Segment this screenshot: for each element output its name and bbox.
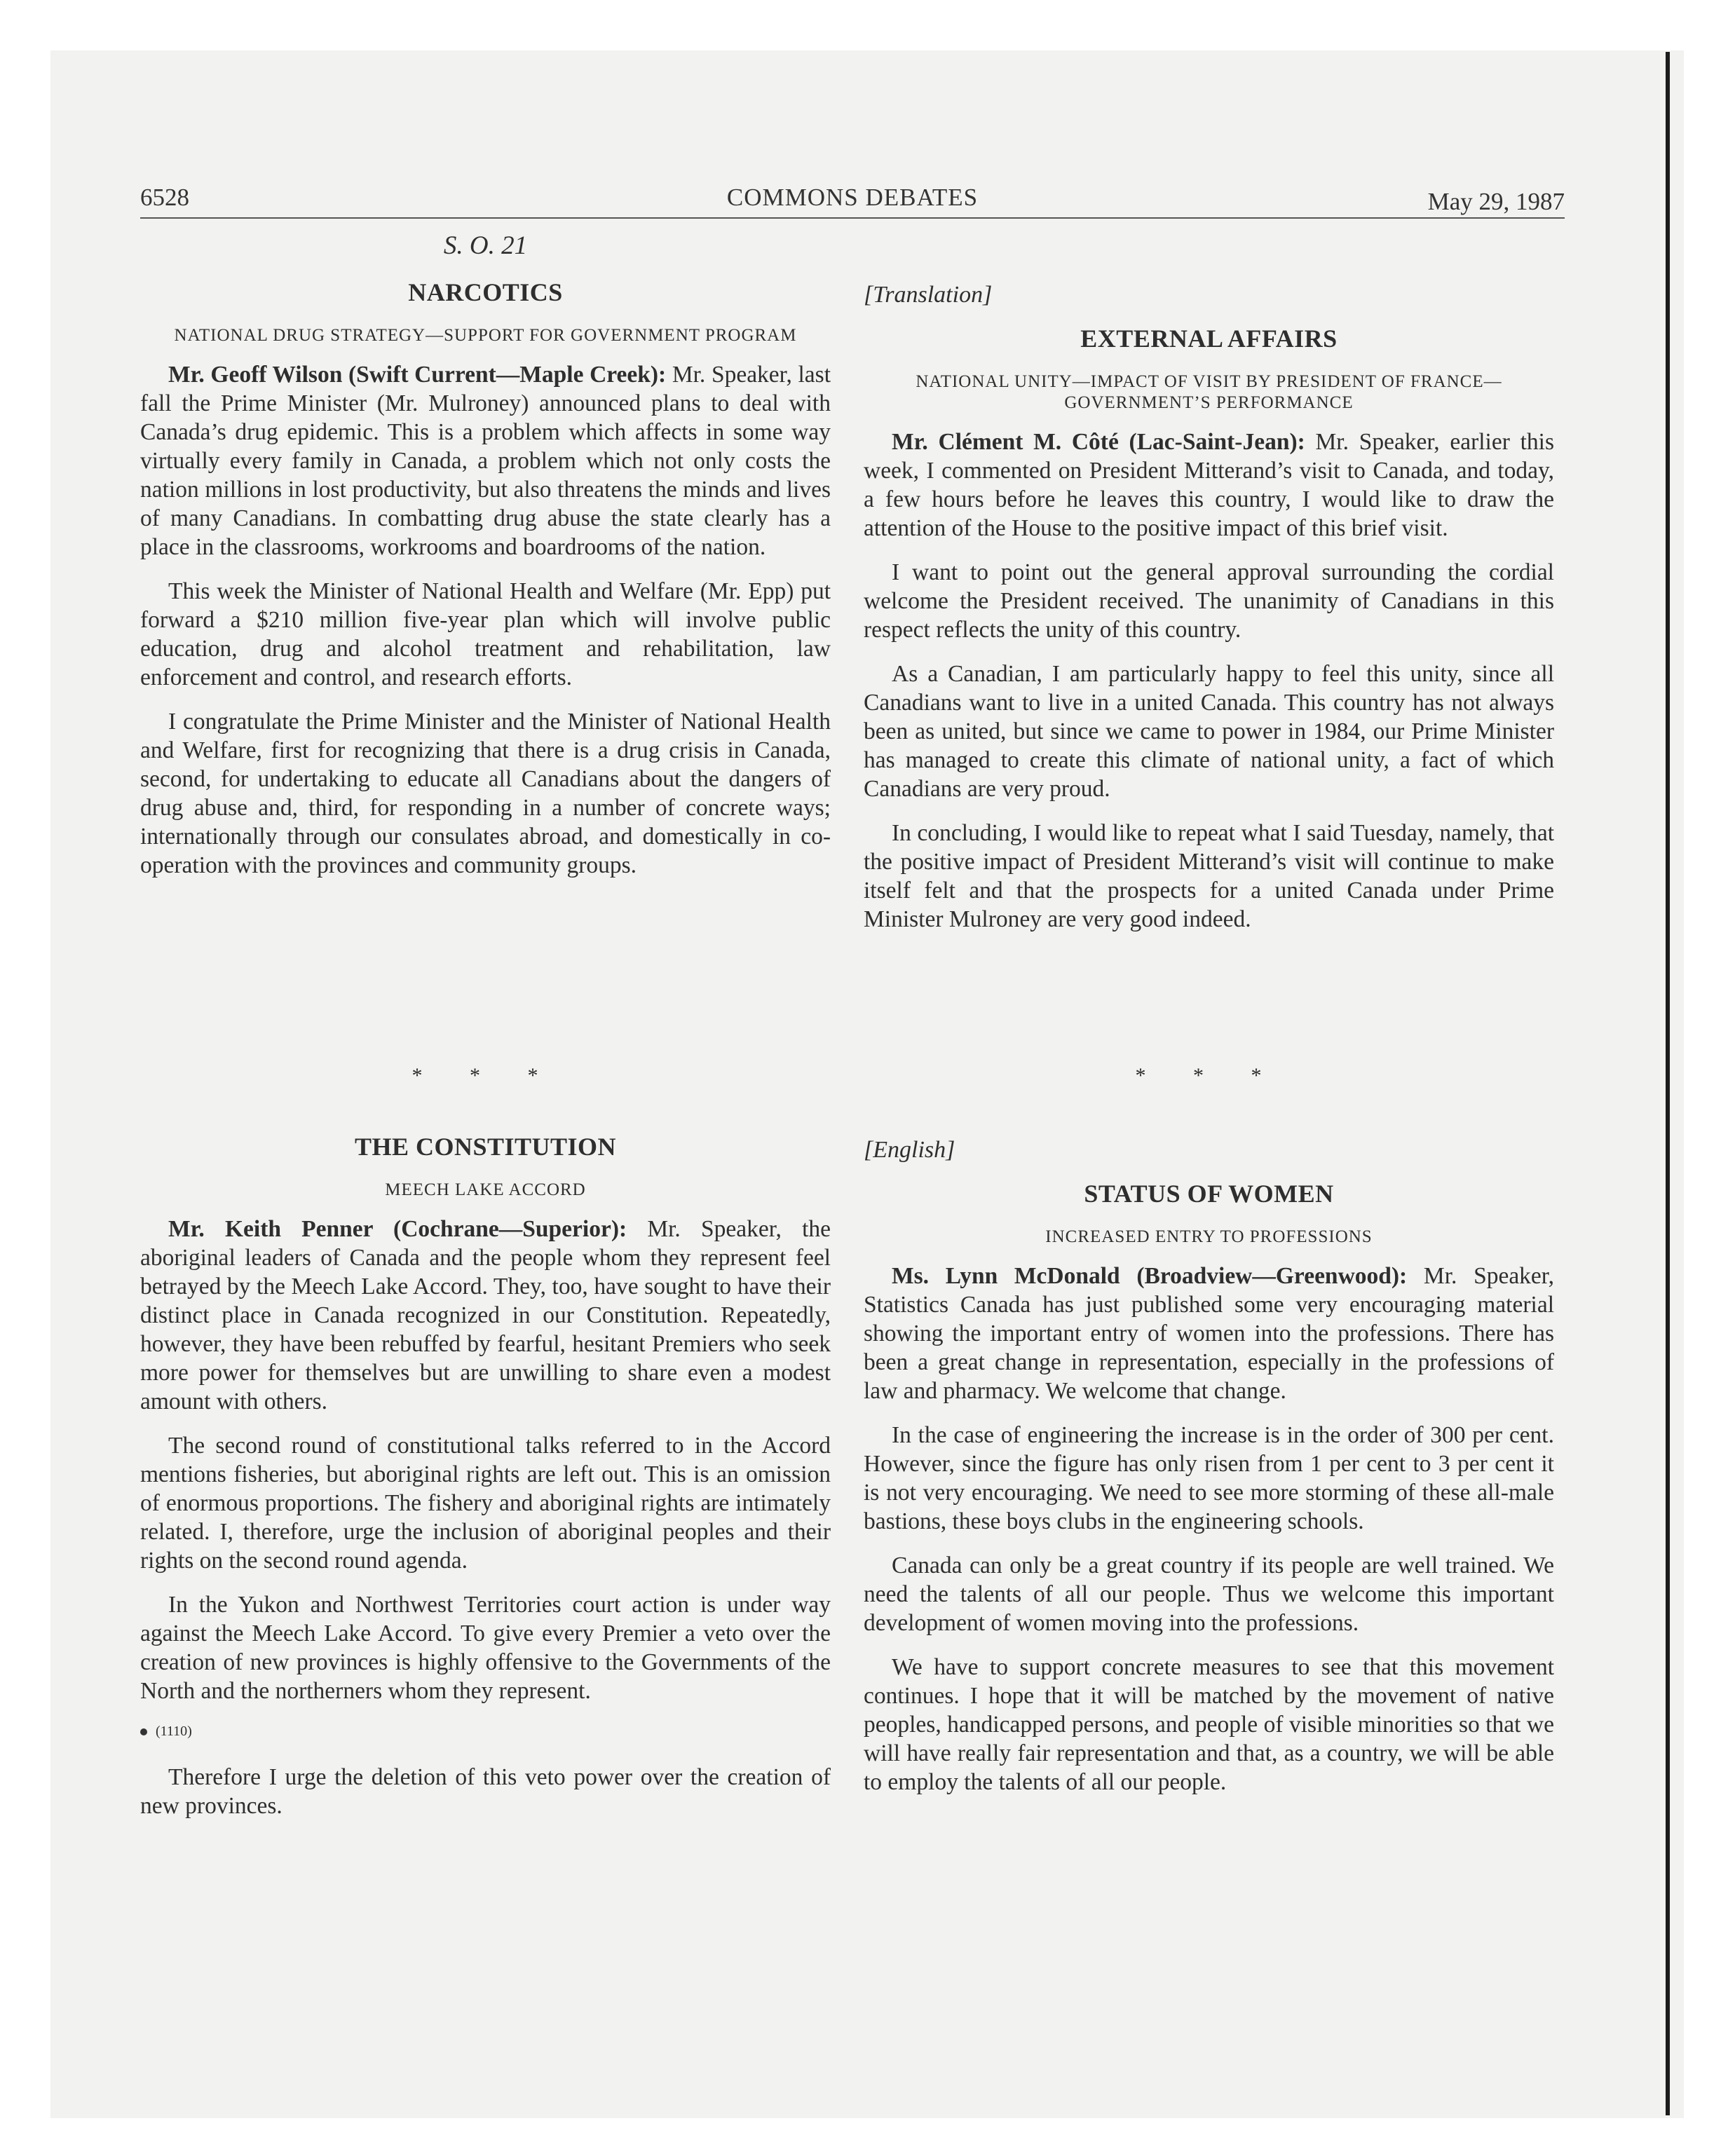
- section-separator: * * *: [411, 1064, 559, 1087]
- section-title-external-affairs: EXTERNAL AFFAIRS: [1080, 325, 1338, 353]
- time-marker-text: (1110): [156, 1724, 192, 1739]
- time-marker: [140, 1721, 831, 1742]
- speaker-name: Mr. Clément M. Côté (Lac-Saint-Jean):: [892, 429, 1305, 455]
- standing-order-label: S. O. 21: [443, 231, 528, 260]
- speech-text: Speaker, last fall the Prime Minister (Mr. Mulroney) announced plans to deal with Canada’s drug epidemic. This is a problem which affects in some way virtually every family in Canada, a problem which not only costs the nation millions in lost productivity, but also threatens the minds and lives of many Canadians. In combatting drug abuse the state clearly has a place in the classrooms, workrooms and boardrooms of the nation.: [140, 362, 831, 560]
- speech-paragraph: [864, 428, 1554, 543]
- section-subtitle-external-affairs: NATIONAL UNITY—IMPACT OF VISIT BY PRESIDENT OF FRANCE—GOVERNMENT’S PERFORMANCE: [916, 372, 1502, 412]
- language-note: [English]: [864, 1137, 955, 1163]
- speech-paragraph: I congratulate the Prime Minister and the Minister of National Health and Welfare, first for recognizing that there is a drug crisis in Canada, second, for undertaking to educate all Canadians about the dangers of drug abuse and, third, for responding in a number of concrete ways; internationally through our consulates abroad, and domestically in co-operation with the provinces and community groups.: [140, 709, 831, 878]
- speaker-name: Mr. Geoff Wilson (Swift Current—Maple Creek):: [168, 362, 667, 388]
- speech-paragraph: Canada can only be a great country if its people are well trained. We need the talents of all our people. Thus we welcome this important development of women moving into the professions.: [864, 1553, 1554, 1636]
- speech-paragraph: Therefore I urge the deletion of this veto power over the creation of new provinces.: [140, 1764, 831, 1819]
- page-edge-rule: [1666, 52, 1670, 2115]
- right-column-top: [864, 280, 1554, 934]
- right-column-bottom: [864, 1135, 1554, 1796]
- page-header: [140, 184, 1565, 219]
- speech-text: Mr. Speaker, Statistics Canada has just published some very encouraging material showing the important entry of women into the professions. There has been a great change in representation, especially in the professions of law and pharmacy. We welcome that change.: [864, 1263, 1554, 1404]
- speech-paragraph: In concluding, I would like to repeat what I said Tuesday, namely, that the positive impact of President Mitterand’s visit will continue to make itself felt and that the prospects for a united Canada under Prime Minister Mulroney are very good indeed.: [864, 820, 1554, 932]
- header-rule: [140, 217, 1565, 219]
- speech-paragraph: As a Canadian, I am particularly happy to feel this unity, since all Canadians want to live in a united Canada. This country has not always been as united, but since we came to power in 1984, our Prime Minister has managed to create this climate of national unity, a fact of which Canadians are very proud.: [864, 661, 1554, 802]
- speech-paragraph: This week the Minister of National Health and Welfare (Mr. Epp) put forward a $210 million five-year plan which will involve public education, drug and alcohol treatment and rehabilitation, law enforcement and control, and research efforts.: [140, 578, 831, 690]
- speech-paragraph: In the Yukon and Northwest Territories court action is under way against the Meech Lake Accord. To give every Premier a veto over the creation of new provinces is highly offensive to the Governments of the North and the northerners whom they represent.: [140, 1592, 831, 1704]
- left-column-top: [140, 231, 831, 880]
- speaker-name: Mr. Keith Penner (Cochrane—Superior):: [168, 1216, 627, 1242]
- publication-title: COMMONS DEBATES: [726, 184, 979, 211]
- publication-date: May 29, 1987: [1427, 188, 1565, 215]
- bullet-icon: [140, 1728, 147, 1735]
- section-subtitle-narcotics: NATIONAL DRUG STRATEGY—SUPPORT FOR GOVERNMENT PROGRAM: [174, 326, 797, 345]
- left-column-bottom: [140, 1133, 831, 1820]
- speech-paragraph: The second round of constitutional talks referred to in the Accord mentions fisheries, but aboriginal rights are left out. This is an omission of enormous proportions. The fishery and aboriginal rights are intimately related. I, therefore, urge the inclusion of aboriginal peoples and their rights on the second round agenda.: [140, 1433, 831, 1574]
- section-separator: * * *: [1135, 1064, 1283, 1087]
- page-number: 6528: [140, 184, 189, 211]
- section-title-narcotics: NARCOTICS: [408, 278, 563, 306]
- speech-paragraph: [864, 1262, 1554, 1405]
- section-subtitle-constitution: MEECH LAKE ACCORD: [385, 1180, 586, 1199]
- section-title-constitution: THE CONSTITUTION: [354, 1133, 617, 1161]
- speaker-name: Ms. Lynn McDonald (Broadview—Greenwood):: [892, 1263, 1408, 1289]
- speech-paragraph: In the case of engineering the increase is in the order of 300 per cent. However, since the figure has only risen from 1 per cent to 3 per cent it is not very encouraging. We need to see more storming of these all-male bastions, these boys clubs in the engineering schools.: [864, 1422, 1554, 1534]
- section-subtitle-status-of-women: INCREASED ENTRY TO PROFESSIONS: [1045, 1227, 1373, 1246]
- speech-text: Speaker, the aboriginal leaders of Canada and the people whom they represent feel betrayed by the Meech Lake Accord. They, too, have sought to have their distinct place in Canada recognized in our Constitution. Repeatedly, however, they have been rebuffed by fearful, hesitant Premiers who seek more power for themselves but are unwilling to share even a modest amount with others.: [140, 1216, 831, 1414]
- speech-text: Mr. Speaker, earlier this week, I commented on President Mitterand’s visit to Canada, and today, a few hours before he leaves this country, I would like to draw the attention of the House to the positive impact of this brief visit.: [864, 429, 1554, 541]
- section-title-status-of-women: STATUS OF WOMEN: [1084, 1180, 1334, 1208]
- speech-paragraph: We have to support concrete measures to see that this movement continues. I hope that it will be matched by the movement of native peoples, handicapped persons, and people of visible minorities so that we will have really fair representation and that, as a country, we will be able to employ the talents of all our people.: [864, 1654, 1554, 1795]
- speech-paragraph: I want to point out the general approval surrounding the cordial welcome the President received. The unanimity of Canadians in this respect reflects the unity of this country.: [864, 559, 1554, 643]
- speech-paragraph: Mr. Geoff Wilson (Swift Current—Maple Creek): Mr. Speaker, last fall the Prime Minister (Mr. Mulroney) announced plans to deal with Canada’s drug epidemic. This is a problem which affects in some way virtually every family in Canada, a problem which not only costs the nation millions in lost productivity, but also threatens the minds and lives of many Canadians. In combatting drug abuse the state clearly has a place in the classrooms, workrooms and boardrooms of the nation.: [140, 362, 831, 560]
- speech-paragraph: Mr. Keith Penner (Cochrane—Superior): Mr. Speaker, the aboriginal leaders of Canada and the people whom they represent feel betrayed by the Meech Lake Accord. They, too, have sought to have their distinct place in Canada recognized in our Constitution. Repeatedly, however, they have been rebuffed by fearful, hesitant Premiers who seek more power for themselves but are unwilling to share even a modest amount with others.: [140, 1216, 831, 1414]
- language-note: [Translation]: [864, 282, 993, 308]
